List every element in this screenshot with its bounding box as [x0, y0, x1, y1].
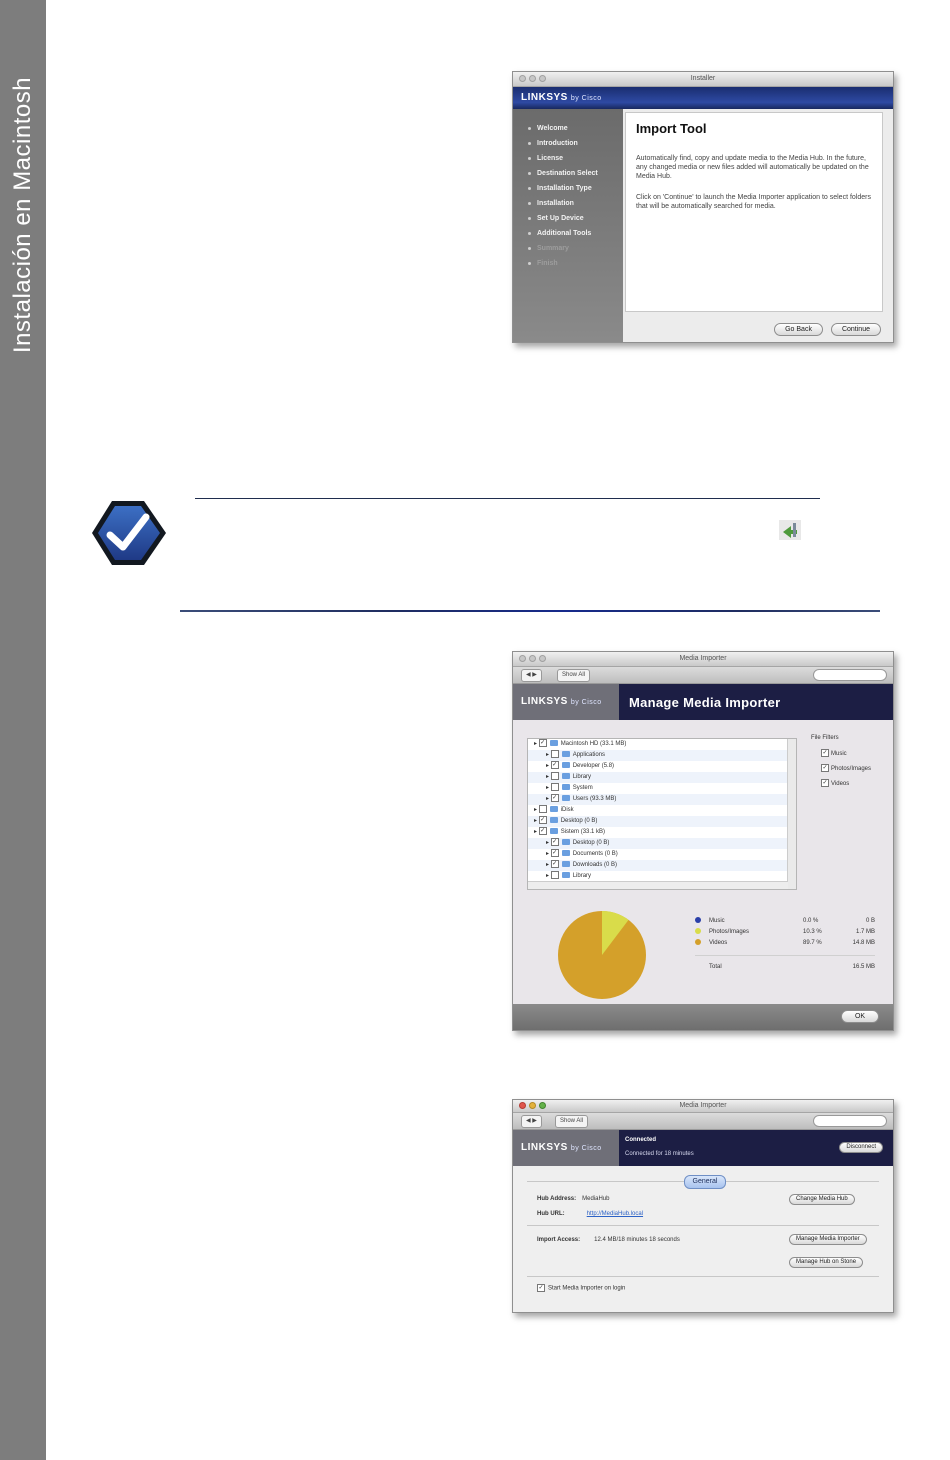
folder-icon: [562, 784, 570, 790]
logo-sub: by Cisco: [570, 1145, 602, 1152]
minimize-window-icon[interactable]: [529, 75, 536, 82]
tree-row[interactable]: [528, 739, 796, 750]
back-forward-button[interactable]: ◀ ▶: [521, 669, 542, 682]
folder-icon: [562, 872, 570, 878]
media-importer-settings-screenshot: [512, 1099, 894, 1313]
step-summary: Summary: [513, 241, 623, 256]
header-logo-panel: [513, 684, 619, 720]
step-set-up-device: Set Up Device: [513, 211, 623, 226]
ok-button[interactable]: OK: [841, 1010, 879, 1023]
folder-icon: [562, 751, 570, 757]
legend-name: Music: [709, 918, 725, 924]
logo-text: LINKSYS: [521, 1142, 568, 1153]
tree-checkbox[interactable]: [551, 783, 559, 791]
installer-heading: Import Tool: [636, 121, 707, 136]
folder-icon: [562, 795, 570, 801]
tree-checkbox[interactable]: ✓: [552, 762, 558, 769]
close-window-icon[interactable]: [519, 1102, 526, 1109]
music-swatch-icon: [695, 917, 701, 923]
manage-media-importer-screenshot: [512, 651, 894, 1031]
zoom-window-icon[interactable]: [539, 75, 546, 82]
step-welcome: Welcome: [513, 121, 623, 136]
step-finish: Finish: [513, 256, 623, 271]
disclosure-triangle-icon[interactable]: ▸: [534, 807, 539, 813]
startup-option[interactable]: [537, 1284, 625, 1292]
minimize-window-icon[interactable]: [529, 655, 536, 662]
tree-row[interactable]: [528, 838, 796, 849]
tree-row-label: System: [572, 785, 593, 791]
legend-row-music: [695, 916, 875, 927]
tree-row-label: Desktop (0 B): [572, 840, 610, 846]
filters-title: File Filters: [811, 735, 839, 741]
legend-size: 0 B: [865, 918, 875, 924]
hub-url-link[interactable]: http://MediaHub.local: [586, 1211, 644, 1217]
checkbox[interactable]: ✓: [822, 780, 828, 787]
legend-pct: 89.7 %: [803, 940, 822, 946]
tree-row-label: Downloads (0 B): [572, 862, 618, 868]
startup-checkbox[interactable]: ✓: [538, 1285, 544, 1291]
note-bottom-rule: [180, 610, 880, 612]
tree-row[interactable]: [528, 783, 796, 794]
back-forward-button[interactable]: ◀ ▶: [521, 1115, 542, 1128]
tree-row-label: Sistem (33.1 kB): [560, 829, 606, 835]
total-value: 16.5 MB: [852, 964, 875, 970]
settings-toolbar: [513, 1113, 893, 1130]
installer-titlebar: [513, 72, 893, 87]
tab-general[interactable]: General: [684, 1175, 726, 1189]
disclosure-triangle-icon[interactable]: ▸: [546, 873, 551, 879]
folder-icon: [550, 806, 558, 812]
disclosure-triangle-icon[interactable]: ▸: [534, 741, 539, 747]
disclosure-triangle-icon[interactable]: ▸: [534, 818, 539, 824]
folder-icon: [550, 828, 558, 834]
import-access: [537, 1237, 680, 1243]
zoom-window-icon[interactable]: [539, 1102, 546, 1109]
step-installation: Installation: [513, 196, 623, 211]
disclosure-triangle-icon[interactable]: ▸: [546, 763, 551, 769]
importer-toolbar: [513, 667, 893, 684]
window-controls: [519, 655, 546, 662]
importer-footer: [513, 1004, 893, 1030]
tree-row-label: Documents (0 B): [572, 851, 618, 857]
tree-row[interactable]: [528, 816, 796, 827]
importer-window-title: Media Importer: [679, 655, 727, 662]
tree-row-label: Library: [572, 873, 592, 879]
hub-address-value: MediaHub: [582, 1196, 610, 1202]
disclosure-triangle-icon[interactable]: ▸: [546, 774, 551, 780]
importer-header: [513, 684, 893, 720]
tree-checkbox[interactable]: [551, 871, 559, 879]
manage-importer-button[interactable]: Manage Media Importer: [789, 1234, 867, 1245]
tree-checkbox[interactable]: ✓: [540, 817, 546, 824]
connection-status: Connected: [625, 1137, 657, 1143]
group-divider: [527, 1225, 879, 1226]
tree-checkbox[interactable]: [551, 750, 559, 758]
tree-row-label: Library: [572, 774, 592, 780]
folder-icon: [562, 839, 570, 845]
legend-row-videos: [695, 938, 875, 949]
tree-row-label: Macintosh HD (33.1 MB): [560, 741, 627, 747]
show-all-button[interactable]: Show All: [557, 669, 590, 682]
hub-address: [537, 1196, 609, 1202]
step-license: License: [513, 151, 623, 166]
search-input[interactable]: [813, 669, 887, 681]
folder-icon: [562, 762, 570, 768]
media-importer-icon: [779, 520, 801, 540]
filter-videos[interactable]: [811, 777, 887, 792]
page-title: Manage Media Importer: [629, 695, 781, 710]
startup-label: Start Media Importer on login: [548, 1285, 626, 1292]
installer-brand-bar: [513, 87, 893, 109]
tree-row[interactable]: [528, 750, 796, 761]
step-destination: Destination Select: [513, 166, 623, 181]
logo-sub: by Cisco: [570, 699, 602, 706]
tree-row[interactable]: [528, 827, 796, 838]
tree-checkbox[interactable]: ✓: [552, 850, 558, 857]
disclosure-triangle-icon[interactable]: ▸: [546, 796, 551, 802]
tree-row[interactable]: [528, 794, 796, 805]
media-pie-chart: [557, 910, 647, 1000]
close-window-icon[interactable]: [519, 655, 526, 662]
step-installation-type: Installation Type: [513, 181, 623, 196]
media-legend: [695, 916, 875, 973]
minimize-window-icon[interactable]: [529, 1102, 536, 1109]
folder-tree[interactable]: [527, 738, 797, 890]
folder-icon: [562, 861, 570, 867]
settings-window-title: Media Importer: [679, 1102, 727, 1109]
sidebar-title: Instalación en Macintosh: [9, 76, 36, 354]
folder-icon: [562, 850, 570, 856]
installer-buttons: [774, 323, 881, 336]
linksys-logo: [521, 696, 602, 707]
legend-size: 1.7 MB: [855, 929, 875, 935]
checkbox[interactable]: ✓: [822, 765, 828, 772]
disclosure-triangle-icon[interactable]: ▸: [546, 840, 551, 846]
window-controls: [519, 75, 546, 82]
legend-row-photos: [695, 927, 875, 938]
tree-checkbox[interactable]: ✓: [552, 795, 558, 802]
installer-content: [625, 112, 883, 312]
disclosure-triangle-icon[interactable]: ▸: [546, 785, 551, 791]
tree-checkbox[interactable]: [539, 805, 547, 813]
disclosure-triangle-icon[interactable]: ▸: [546, 752, 551, 758]
filter-label: Photos/Images: [831, 766, 872, 772]
search-input[interactable]: [813, 1115, 887, 1127]
videos-swatch-icon: [695, 939, 701, 945]
go-back-button[interactable]: Go Back: [774, 323, 823, 336]
importer-titlebar: [513, 652, 893, 667]
installer-paragraph-1: Automatically find, copy and update media to the Media Hub. In the future, any changed media or new files added will automatically be updated on the Media Hub.: [636, 155, 869, 180]
tree-row[interactable]: [528, 772, 796, 783]
tree-row[interactable]: [528, 860, 796, 871]
filter-label: Music: [831, 751, 847, 757]
folder-icon: [550, 817, 558, 823]
legend-name: Videos: [709, 940, 728, 946]
photos-swatch-icon: [695, 928, 701, 934]
tree-scrollbar[interactable]: [787, 739, 796, 889]
hub-url-label: Hub URL:: [537, 1211, 565, 1217]
import-value: 12.4 MB/18 minutes 18 seconds: [594, 1237, 680, 1243]
change-hub-button[interactable]: Change Media Hub: [789, 1194, 855, 1205]
total-label: Total: [709, 964, 722, 970]
show-all-button[interactable]: Show All: [555, 1115, 588, 1128]
sidebar-band: [0, 0, 46, 1460]
tree-checkbox[interactable]: ✓: [552, 861, 558, 868]
import-label: Import Access:: [537, 1237, 581, 1243]
continue-button[interactable]: Continue: [831, 323, 881, 336]
folder-icon: [550, 740, 558, 746]
installer-paragraph-2: Click on 'Continue' to launch the Media Importer application to select folders that will be automatically searched for media.: [636, 194, 871, 210]
tree-checkbox[interactable]: ✓: [540, 828, 546, 835]
tree-row-label: iDisk: [560, 807, 574, 813]
logo-sub: by Cisco: [570, 95, 602, 102]
hub-url: [537, 1211, 643, 1217]
manage-hub-button[interactable]: Manage Hub on Stone: [789, 1257, 863, 1268]
close-window-icon[interactable]: [519, 75, 526, 82]
tree-row[interactable]: [528, 761, 796, 772]
disclosure-triangle-icon[interactable]: ▸: [534, 829, 539, 835]
connection-detail: Connected for 18 minutes: [625, 1151, 694, 1157]
step-introduction: Introduction: [513, 136, 623, 151]
zoom-window-icon[interactable]: [539, 655, 546, 662]
legend-name: Photos/Images: [709, 929, 750, 935]
tree-row-label: Desktop (0 B): [560, 818, 598, 824]
disconnect-button[interactable]: Disconnect: [839, 1142, 883, 1153]
tree-row[interactable]: [528, 849, 796, 860]
logo-text: LINKSYS: [521, 92, 568, 103]
hub-address-label: Hub Address:: [537, 1196, 577, 1202]
file-filters: [811, 735, 887, 792]
tree-row-label: Users (93.3 MB): [572, 796, 617, 802]
tree-checkbox[interactable]: ✓: [552, 839, 558, 846]
group-divider: [527, 1276, 879, 1277]
linksys-logo: [521, 1142, 602, 1153]
legend-total: [695, 962, 875, 973]
settings-header: [513, 1130, 893, 1166]
filter-photos[interactable]: [811, 762, 887, 777]
legend-divider: [695, 955, 875, 956]
legend-pct: 0.0 %: [803, 918, 819, 924]
legend-pct: 10.3 %: [803, 929, 822, 935]
disclosure-triangle-icon[interactable]: ▸: [546, 862, 551, 868]
tree-row-label: Developer (5.8): [572, 763, 615, 769]
installer-window-title: Installer: [690, 75, 716, 82]
tree-row-label: Applications: [572, 752, 606, 758]
disclosure-triangle-icon[interactable]: ▸: [546, 851, 551, 857]
tree-checkbox[interactable]: [551, 772, 559, 780]
note-top-rule: [195, 498, 820, 499]
tree-checkbox[interactable]: ✓: [540, 740, 546, 747]
tree-row[interactable]: [528, 805, 796, 816]
step-additional-tools: Additional Tools: [513, 226, 623, 241]
tree-horizontal-scrollbar[interactable]: [528, 881, 788, 889]
filter-music[interactable]: [811, 747, 887, 762]
folder-icon: [562, 773, 570, 779]
linksys-logo: [521, 92, 602, 103]
logo-text: LINKSYS: [521, 696, 568, 707]
checkmark-icon: [90, 499, 170, 567]
checkbox[interactable]: ✓: [822, 750, 828, 757]
legend-size: 14.8 MB: [852, 940, 875, 946]
window-controls: [519, 1102, 546, 1109]
installer-steps: [513, 109, 623, 342]
settings-titlebar: [513, 1100, 893, 1113]
installer-screenshot: [512, 71, 894, 343]
header-logo-panel: [513, 1130, 619, 1166]
filter-label: Videos: [831, 781, 850, 787]
